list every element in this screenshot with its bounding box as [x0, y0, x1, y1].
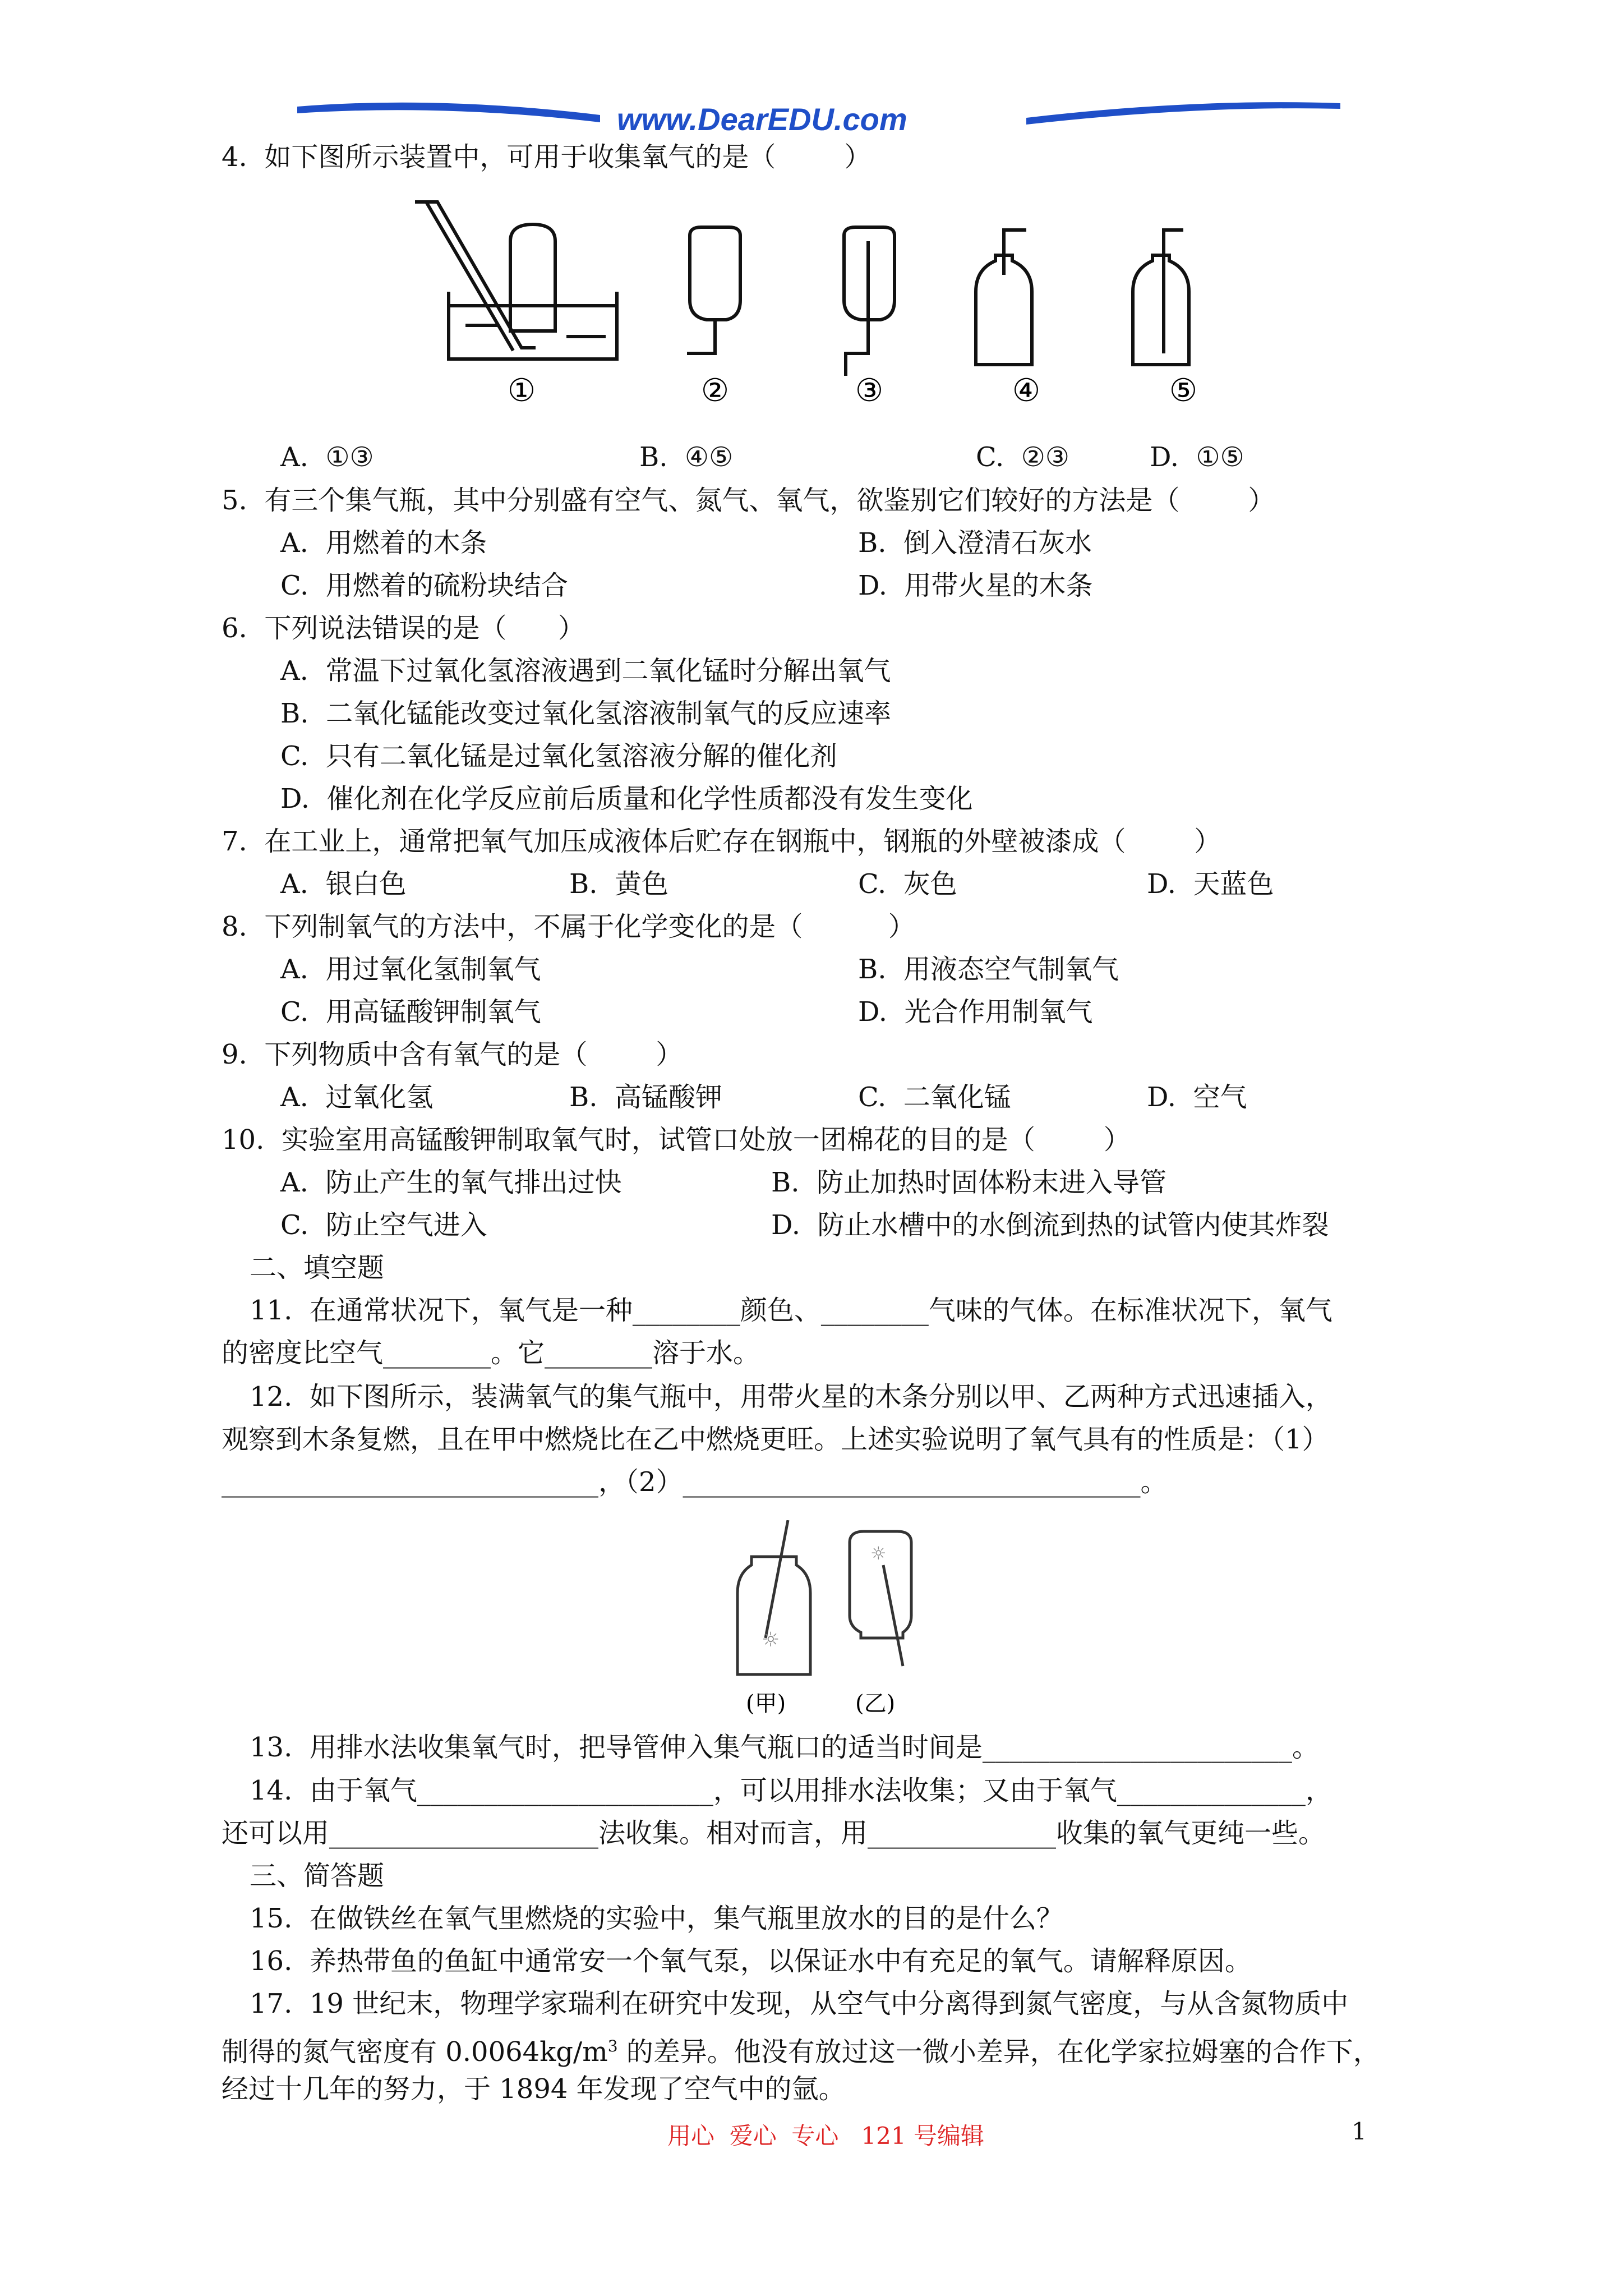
q5-stem: 5. 有三个集气瓶，其中分别盛有空气、氮气、氧气，欲鉴别它们较好的方法是（ ）: [222, 485, 1275, 516]
q9-option-d: D. 空气: [1147, 1082, 1247, 1113]
q7-option-b: B. 黄色: [569, 868, 669, 900]
header-banner: [297, 95, 1340, 140]
q12-line-2: 观察到木条复燃，且在甲中燃烧比在乙中燃烧更旺。上述实验说明了氧气具有的性质是：（1）: [222, 1424, 1329, 1455]
q5-option-d: D. 用带火星的木条: [858, 570, 1093, 601]
q4-option-d: D. ①⑤: [1150, 441, 1244, 473]
q9-stem: 9. 下列物质中含有氧气的是（ ）: [222, 1039, 683, 1070]
q11-line-2: 的密度比空气________。它________溶于水。: [222, 1337, 760, 1369]
q15-line: 15. 在做铁丝在氧气里燃烧的实验中，集气瓶里放水的目的是什么？: [250, 1903, 1063, 1934]
q8-option-c: C. 用高锰酸钾制氧气: [280, 996, 541, 1028]
q6-option-c: C. 只有二氧化锰是过氧化氢溶液分解的催化剂: [280, 740, 837, 772]
q5-option-b: B. 倒入澄清石灰水: [858, 527, 1092, 559]
q4-option-b: B. ④⑤: [639, 441, 734, 473]
q10-option-a: A. 防止产生的氧气排出过快: [280, 1167, 622, 1198]
q5-option-c: C. 用燃着的硫粉块结合: [280, 570, 568, 601]
q4-label-4: ④: [1012, 372, 1041, 409]
q6-stem: 6. 下列说法错误的是（ ）: [222, 613, 585, 644]
q6-option-b: B. 二氧化锰能改变过氧化氢溶液制氧气的反应速率: [280, 698, 892, 729]
q4-label-3: ③: [855, 372, 884, 409]
q9-option-c: C. 二氧化锰: [858, 1082, 1011, 1113]
q17-superscript: 3: [607, 2037, 618, 2055]
q8-option-a: A. 用过氧化氢制氧气: [280, 954, 541, 985]
q12-label-jia: (甲): [746, 1691, 786, 1717]
q7-option-c: C. 灰色: [858, 868, 957, 900]
q10-stem: 10. 实验室用高锰酸钾制取氧气时，试管口处放一团棉花的目的是（ ）: [222, 1124, 1131, 1156]
svg-text:☼: ☼: [870, 1543, 887, 1564]
q17-line-2: [222, 2030, 1380, 2069]
footer-editor-note: 用心 爱心 专心 121 号编辑: [667, 2122, 984, 2150]
q4-label-5: ⑤: [1169, 372, 1198, 409]
section-short-answer-heading: 三、简答题: [250, 1860, 385, 1892]
q6-option-d: D. 催化剂在化学反应前后质量和化学性质都没有发生变化: [280, 783, 973, 815]
q10-option-b: B. 防止加热时固体粉末进入导管: [771, 1167, 1167, 1198]
q17-line-3: 经过十几年的努力，于 1894 年发现了空气中的氩。: [222, 2073, 846, 2105]
q9-option-a: A. 过氧化氢: [280, 1082, 434, 1113]
q4-option-a: A. ①③: [280, 441, 374, 473]
q16-line: 16. 养热带鱼的鱼缸中通常安一个氧气泵，以保证水中有充足的氧气。请解释原因。: [250, 1945, 1252, 1977]
q4-label-1: ①: [507, 372, 536, 409]
q14-line-2: 还可以用____________________法收集。相对而言，用______________收集的氧气更纯一些。: [222, 1818, 1326, 1849]
q17-line-1: 17. 19 世纪末，物理学家瑞利在研究中发现，从空气中分离得到氮气密度，与从含氮物质中: [250, 1988, 1349, 2019]
page-number: 1: [1352, 2118, 1367, 2145]
q4-stem: 4. 如下图所示装置中，可用于收集氧气的是（ ）: [222, 141, 872, 173]
q12-bottle-figure: [723, 1520, 937, 1722]
q7-option-a: A. 银白色: [280, 868, 407, 900]
q12-line-1: 12. 如下图所示，装满氧气的集气瓶中，用带火星的木条分别以甲、乙两种方式迅速插入，: [250, 1381, 1332, 1412]
q4-option-c: C. ②③: [976, 441, 1069, 473]
q8-option-d: D. 光合作用制氧气: [858, 996, 1093, 1028]
q4-apparatus-figure: [393, 185, 1290, 426]
q9-option-b: B. 高锰酸钾: [569, 1082, 723, 1113]
q10-option-c: C. 防止空气进入: [280, 1209, 487, 1241]
q8-option-b: B. 用液态空气制氧气: [858, 954, 1119, 985]
header-site-url: www.DearEDU.com: [617, 102, 907, 137]
q7-option-d: D. 天蓝色: [1147, 868, 1274, 900]
q10-option-d: D. 防止水槽中的水倒流到热的试管内使其炸裂: [771, 1209, 1329, 1241]
q5-option-a: A. 用燃着的木条: [280, 527, 487, 559]
q17-line-2-part-a: 制得的氮气密度有 0.0064kg/m: [222, 2036, 608, 2068]
q17-line-2-part-b: 的差异。他没有放过这一微小差异，在化学家拉姆塞的合作下，: [617, 2036, 1380, 2068]
q7-stem: 7. 在工业上，通常把氧气加压成液体后贮存在钢瓶中，钢瓶的外壁被漆成（ ）: [222, 826, 1221, 857]
q13-line: 13. 用排水法收集氧气时，把导管伸入集气瓶口的适当时间是_______________________。: [250, 1732, 1319, 1763]
q14-line-1: 14. 由于氧气______________________，可以用排水法收集；又由于氧气______________，: [250, 1775, 1332, 1806]
q12-line-3: ____________________________，（2）__________________________________。: [222, 1466, 1168, 1498]
q6-option-a: A. 常温下过氧化氢溶液遇到二氧化锰时分解出氧气: [280, 655, 891, 687]
q4-label-2: ②: [700, 372, 730, 409]
q11-line-1: 11. 在通常状况下，氧气是一种________颜色、________气味的气体。在标准状况下，氧气: [250, 1295, 1332, 1326]
q8-stem: 8. 下列制氧气的方法中，不属于化学变化的是（ ）: [222, 911, 915, 942]
q12-label-yi: (乙): [855, 1691, 896, 1717]
svg-text:☼: ☼: [762, 1628, 780, 1651]
section-fill-in-heading: 二、填空题: [250, 1252, 385, 1283]
